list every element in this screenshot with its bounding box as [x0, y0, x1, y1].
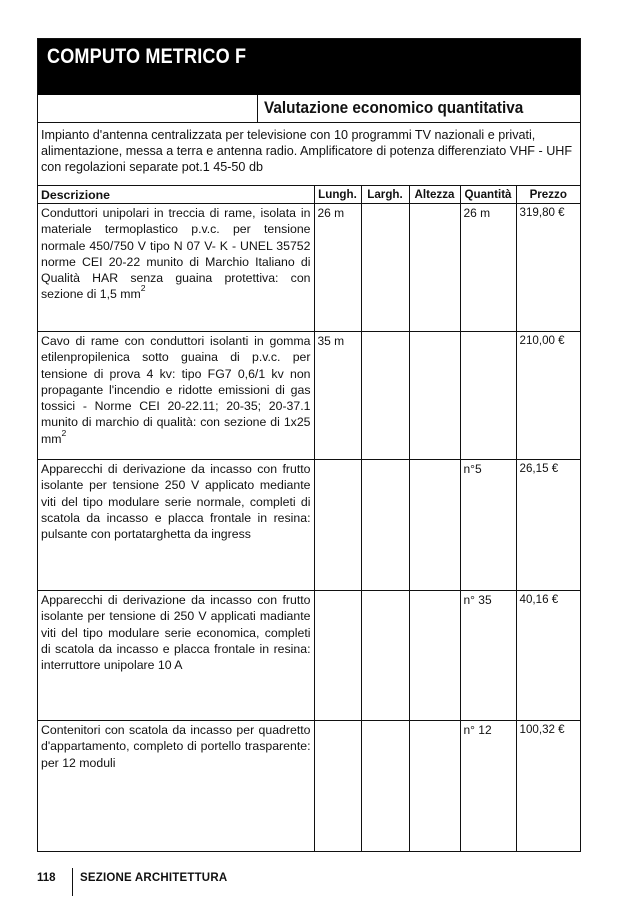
page-title: COMPUTO METRICO F [47, 45, 247, 68]
row-altezza [409, 591, 460, 721]
row-lunghezza: 26 m [314, 204, 361, 332]
row-prezzo: 40,16 € [516, 591, 580, 721]
row-prezzo: 319,80 € [516, 204, 580, 332]
row-lunghezza [314, 721, 361, 851]
row-quantita: n° 35 [460, 591, 516, 721]
computo-table [38, 186, 580, 851]
row-lunghezza [314, 591, 361, 721]
table-row [38, 460, 580, 591]
header-descrizione: Descrizione [38, 186, 314, 204]
row-prezzo: 100,32 € [519, 723, 565, 736]
header-larghezza: Largh. [361, 186, 409, 204]
row-descrizione: Contenitori con scatola da incasso per quadretto d'appartamento, completo di portello trasparente: per 12 moduli [38, 721, 314, 851]
page-subtitle: Valutazione economico quantitativa [264, 98, 524, 117]
row-larghezza [361, 332, 409, 460]
row-larghezza [361, 591, 409, 721]
title-bar [38, 39, 580, 95]
row-prezzo: 210,00 € [516, 332, 580, 460]
table-header-row [38, 186, 580, 204]
row-lunghezza: 35 m [314, 332, 361, 460]
row-larghezza [361, 460, 409, 591]
computo-sheet [37, 38, 581, 852]
row-altezza [409, 332, 460, 460]
header-altezza: Altezza [409, 186, 460, 204]
row-descrizione: Apparecchi di derivazione da incasso con frutto isolante per tensione 250 V applicato mediante viti del tipo modulare serie normale, completi di scatola da incasso e placca frontale in resina: pulsante con portatarghetta da ingress [38, 460, 314, 591]
header-quantita: Quantità [460, 186, 516, 204]
page-number: 118 [37, 872, 56, 884]
row-quantita: n°5 [460, 460, 516, 591]
subtitle-row [38, 95, 580, 123]
header-lunghezza: Lungh. [314, 186, 361, 204]
row-descrizione: Cavo di rame con conduttori isolanti in gomma etilenpropilenica sotto guaina di p.v.c. per tensione di prova 4 kv: tipo FG7 0,6/1 kv non propagante l'incendio e ridotte emissioni di gas tossici - Norme CEI 20-22.11; 20-35; 20-37.1 munito di marchio di qualità: con sezione di 1x25 $mm^2$ [38, 332, 314, 460]
row-quantita [460, 332, 516, 460]
header-prezzo: Prezzo [516, 186, 580, 204]
intro-paragraph: Impianto d'antenna centralizzata per televisione con 10 programmi TV nazionali e privati, alimentazione, messa a terra e antenna radio. Amplificatore di potenza differenziato VHF - UHF con regolazioni separate pot.1 45-50 db [38, 123, 580, 186]
footer-divider [72, 868, 73, 896]
row-larghezza [361, 721, 409, 851]
row-descrizione: Conduttori unipolari in treccia di rame, isolata in materiale termoplastico p.v.c. per tensione normale 450/750 V tipo N 07 V- K - UNEL 35752 norme CEI 20-22 munito di Marchio Italiano di Qualità HAR senza guaina protettiva: con sezione di 1,5 $mm^2$ [38, 204, 314, 332]
row-quantita: 26 m [460, 204, 516, 332]
table-row [38, 332, 580, 460]
subtitle-cell [257, 95, 580, 122]
row-prezzo: 26,15 € [516, 460, 580, 591]
table-row [38, 721, 580, 851]
row-larghezza [361, 204, 409, 332]
row-quantita: n° 12 [460, 721, 516, 851]
row-altezza [409, 721, 460, 851]
table-row [38, 591, 580, 721]
row-lunghezza [314, 460, 361, 591]
row-altezza [409, 204, 460, 332]
row-altezza [409, 460, 460, 591]
page-footer [37, 868, 227, 896]
table-row [38, 204, 580, 332]
section-name: SEZIONE ARCHITETTURA [80, 872, 228, 884]
row-descrizione: Apparecchi di derivazione da incasso con frutto isolante per tensione di 250 V applicati madiante viti del tipo modulare serie economica, completi di scatola da incasso e placca frontale in resina: interruttore unipolare 10 A [38, 591, 314, 721]
